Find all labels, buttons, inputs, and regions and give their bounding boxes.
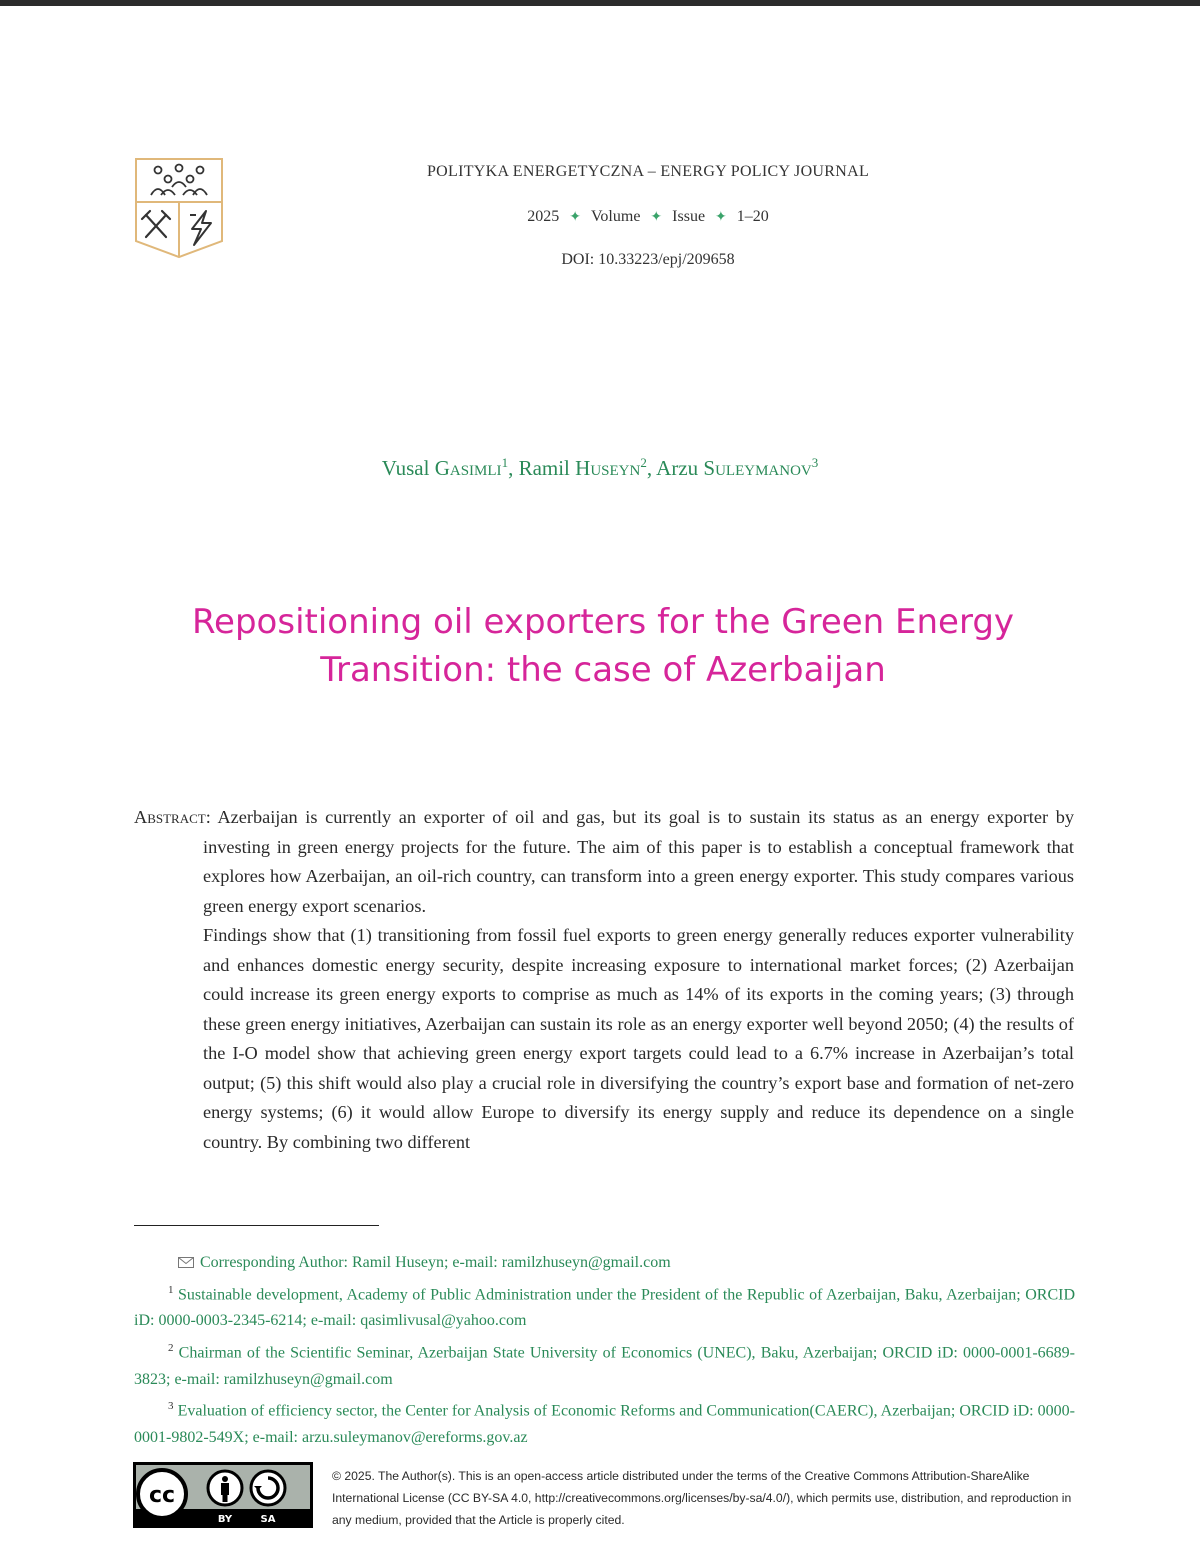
paper-title-line-1: Repositioning oil exporters for the Green Energy xyxy=(191,602,1015,642)
journal-title: POLITYKA ENERGETYCZNA – ENERGY POLICY JOURNAL xyxy=(426,163,870,180)
journal-logo-icon xyxy=(134,157,224,259)
footnotes xyxy=(134,1250,1075,1451)
license-text: © 2025. The Author(s). This is an open-access article distributed under the terms of the Creative Commons Attribution-ShareAlike International License (CC BY-SA 4.0, http://creativecommons.org/licenses/by-sa/4.0/), which permits use, distribution, and reproduction in any medium, provided that the Article is properly cited. xyxy=(332,1469,1072,1527)
svg-text:cc: cc xyxy=(148,1483,176,1508)
separator-icon: ✦ xyxy=(650,210,663,225)
doi: DOI: 10.33223/epj/209658 xyxy=(561,251,735,268)
author-name: Vusal Gasimli$^1$ xyxy=(381,455,509,480)
separator-icon: ✦ xyxy=(715,210,727,225)
abstract-text-1: Azerbaijan is currently an exporter of oil and gas, but its goal is to sustain its status as an energy exporter by investing in green energy projects for the future. The aim of this paper is to establish a conceptual framework that explores how Azerbaijan, an oil-rich country, can transform into a green energy exporter. This study compares various green energy export scenarios. xyxy=(203,807,1075,916)
author-list: Vusal Gasimli$^1$, Ramil Huseyn$^2$, Arzu Suleymanov$^3$ xyxy=(381,455,819,480)
separator-icon: ✦ xyxy=(569,210,581,225)
abstract-paragraph: Findings show that (1) transitioning from fossil fuel exports to green energy generally reduces exporter vulnerability and enhances domestic energy security, despite increasing exposure to international market forces; (2) Azerbaijan could increase its green energy exports to comprise as much as 14% of its exports in the coming years; (3) through these green energy initiatives, Azerbaijan can sustain its role as an energy exporter well beyond 2050; (4) the results of the I-O model show that achieving green energy export targets could lead to a 6.7% increase in Azerbaijan’s total output; (5) this shift would also play a crucial role in diversifying the country’s export base and formation of net-zero energy systems; (6) it would allow Europe to diversify its energy supply and reduce its dependence on a single country. By combining two different xyxy=(203,925,1074,1152)
issue-line xyxy=(300,208,996,226)
abstract-paragraph: Abstract: Azerbaijan is currently an exporter of oil and gas, but its goal is to sustain its status as an energy exporter by investing in green energy projects for the future. The aim of this paper is to establish a conceptual framework that explores how Azerbaijan, an oil-rich country, can transform into a green energy exporter. This study compares various green energy export scenarios. xyxy=(134,807,1075,916)
issue-number: Issue xyxy=(672,208,706,225)
cc-badge-by: BY xyxy=(217,1514,233,1525)
paper-title-line-2: Transition: the case of Azerbaijan xyxy=(320,650,886,690)
footnote-2: $^2$ Chairman of the Scientific Seminar, Azerbaijan State University of Economics (UNEC), Baku, Azerbaijan; ORCID iD: 0000-0001-6689-3823; e-mail: ramilzhuseyn@gmail.com xyxy=(134,1341,1076,1388)
issue-volume: Volume xyxy=(590,208,641,225)
cc-by-sa-badge-icon xyxy=(133,1462,313,1528)
footnote-3: $^3$ Evaluation of efficiency sector, the Center for Analysis of Economic Reforms and Communication(CAERC), Azerbaijan; ORCID iD: 0000-0001-9802-549X; e-mail: arzu.suleymanov@ereforms.gov.az xyxy=(134,1400,1076,1446)
cc-badge-sa: SA xyxy=(260,1514,276,1525)
footnote-1: $^1$ Sustainable development, Academy of Public Administration under the President of the Republic of Azerbaijan, Baku, Azerbaijan; ORCID iD: 0000-0003-2345-6214; e-mail: qasimlivusal@yahoo.com xyxy=(134,1283,1076,1330)
author-name: Ramil Huseyn$^2$ xyxy=(518,455,647,480)
envelope-icon xyxy=(178,1257,194,1268)
corresponding-author: Corresponding Author: Ramil Huseyn; e-mail: ramilzhuseyn@gmail.com xyxy=(134,1250,1075,1277)
footnote-divider xyxy=(134,1225,379,1226)
issue-year: 2025 xyxy=(527,208,560,225)
paper-title xyxy=(150,598,1056,694)
issue-pages: 1–20 xyxy=(736,208,769,225)
abstract xyxy=(134,803,1074,1157)
top-bar xyxy=(0,0,1200,6)
author-name: Arzu Suleymanov$^3$ xyxy=(656,455,819,480)
abstract-label: Abstract xyxy=(134,807,206,827)
